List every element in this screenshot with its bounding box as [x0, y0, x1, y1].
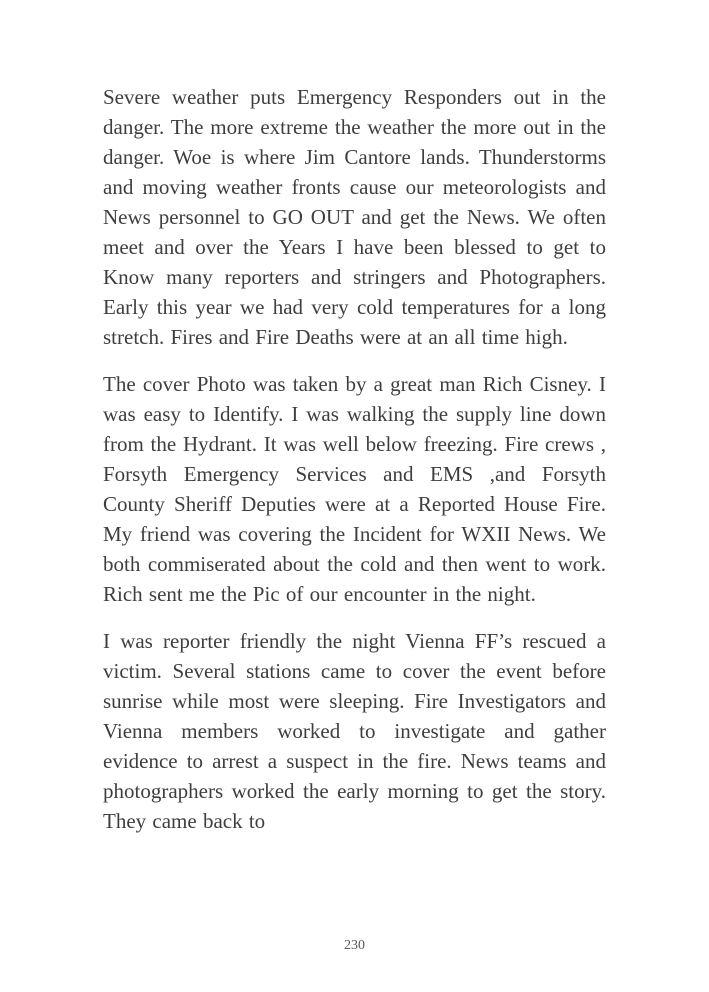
- paragraph-cover-photo: The cover Photo was taken by a great man Rich Cisney. I was easy to Identify. I was walking the supply line down from the Hydrant. It was well below freezing. Fire crews , Forsyth Emergency Services and EMS ,and Forsyth County Sheriff Deputies were at a Reported House Fire. My friend was covering the Incident for WXII News. We both commiserated about the cold and then went to work. Rich sent me the Pic of our encounter in the night.: [103, 372, 606, 606]
- page-content: [103, 82, 606, 836]
- paragraph-vienna-rescue: I was reporter friendly the night Vienna FF’s rescued a victim. Several stations came to cover the event before sunrise while most were sleeping. Fire Investigators and Vienna members worked to investigate and gather evidence to arrest a suspect in the fire. News teams and photographers worked the early morning to get the story. They came back to: [103, 629, 606, 833]
- paragraph-severe-weather: Severe weather puts Emergency Responders out in the danger. The more extreme the weather the more out in the danger. Woe is where Jim Cantore lands. Thunderstorms and moving weather fronts cause our meteorologists and News personnel to GO OUT and get the News. We often meet and over the Years I have been blessed to get to Know many reporters and stringers and Photographers. Early this year we had very cold temperatures for a long stretch. Fires and Fire Deaths were at an all time high.: [103, 85, 606, 349]
- page-number: 230: [344, 938, 365, 953]
